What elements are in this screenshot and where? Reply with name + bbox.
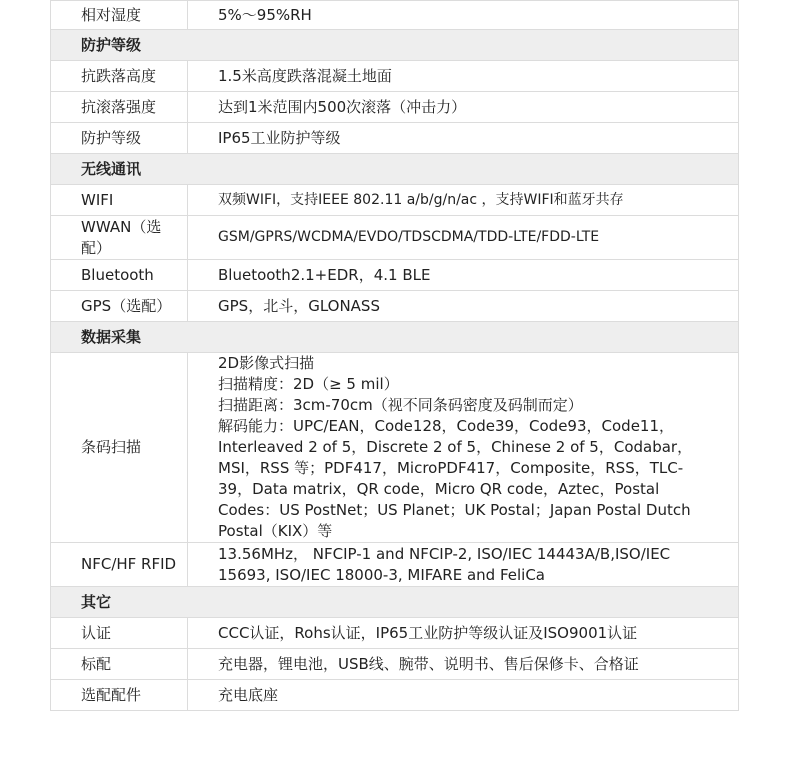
section-header bbox=[51, 587, 739, 618]
row-value: 充电器，锂电池，USB线、腕带、说明书、售后保修卡、合格证 bbox=[188, 649, 739, 680]
row-label: WIFI bbox=[51, 185, 188, 216]
table-row bbox=[51, 216, 739, 260]
row-label: 抗滚落强度 bbox=[51, 92, 188, 123]
row-label: 标配 bbox=[51, 649, 188, 680]
row-value bbox=[188, 353, 739, 543]
scan-line: 扫描精度：2D（≥ 5 mil） bbox=[218, 375, 399, 393]
row-label: 相对湿度 bbox=[51, 1, 188, 30]
section-header bbox=[51, 154, 739, 185]
row-value: Bluetooth2.1+EDR，4.1 BLE bbox=[188, 260, 739, 291]
row-label: GPS（选配） bbox=[51, 291, 188, 322]
section-header bbox=[51, 322, 739, 353]
row-value: IP65工业防护等级 bbox=[188, 123, 739, 154]
row-value: 充电底座 bbox=[188, 680, 739, 711]
section-header bbox=[51, 30, 739, 61]
table-row bbox=[51, 1, 739, 30]
table-row bbox=[51, 353, 739, 543]
section-title: 数据采集 bbox=[51, 322, 739, 353]
row-value: GSM/GPRS/WCDMA/EVDO/TDSCDMA/TDD-LTE/FDD-LTE bbox=[188, 216, 739, 260]
row-value: 13.56MHz， NFCIP-1 and NFCIP-2, ISO/IEC 14443A/B,ISO/IEC 15693, ISO/IEC 18000-3, MIFARE and FeliCa bbox=[188, 543, 739, 587]
row-label: 条码扫描 bbox=[51, 353, 188, 543]
row-label: 抗跌落高度 bbox=[51, 61, 188, 92]
row-label: 防护等级 bbox=[51, 123, 188, 154]
table-row bbox=[51, 260, 739, 291]
row-label: WWAN（选配） bbox=[51, 216, 188, 260]
section-title: 无线通讯 bbox=[51, 154, 739, 185]
scan-line: 2D影像式扫描 bbox=[218, 354, 315, 372]
row-value: 双频WIFI，支持IEEE 802.11 a/b/g/n/ac ，支持WIFI和蓝牙共存 bbox=[188, 185, 739, 216]
table-row bbox=[51, 291, 739, 322]
table-row bbox=[51, 680, 739, 711]
row-label: 选配配件 bbox=[51, 680, 188, 711]
table-row bbox=[51, 649, 739, 680]
table-row bbox=[51, 185, 739, 216]
table-row bbox=[51, 618, 739, 649]
row-value: CCC认证，Rohs认证，IP65工业防护等级认证及ISO9001认证 bbox=[188, 618, 739, 649]
row-value: 1.5米高度跌落混凝土地面 bbox=[188, 61, 739, 92]
section-title: 其它 bbox=[51, 587, 739, 618]
scan-line: 扫描距离：3cm-70cm（视不同条码密度及码制而定） bbox=[218, 396, 583, 414]
scan-line: 解码能力：UPC/EAN，Code128，Code39，Code93，Code11，Interleaved 2 of 5，Discrete 2 of 5，Chinese 2 of 5，Codabar，MSI，RSS 等；PDF417，MicroPDF417，Composite，RSS，TLC-39，Data matrix，QR code，Micro QR code，Aztec，Postal Codes：US PostNet；US Planet；UK Postal；Japan Postal Dutch Postal（KIX）等 bbox=[218, 417, 693, 540]
section-title: 防护等级 bbox=[51, 30, 739, 61]
table-row bbox=[51, 123, 739, 154]
row-label: Bluetooth bbox=[51, 260, 188, 291]
row-value: 达到1米范围内500次滚落（冲击力） bbox=[188, 92, 739, 123]
row-label: NFC/HF RFID bbox=[51, 543, 188, 587]
spec-table bbox=[50, 0, 739, 711]
table-row bbox=[51, 543, 739, 587]
row-value: 5%～95%RH bbox=[188, 1, 739, 30]
row-value: GPS，北斗，GLONASS bbox=[188, 291, 739, 322]
table-row bbox=[51, 61, 739, 92]
table-row bbox=[51, 92, 739, 123]
row-label: 认证 bbox=[51, 618, 188, 649]
